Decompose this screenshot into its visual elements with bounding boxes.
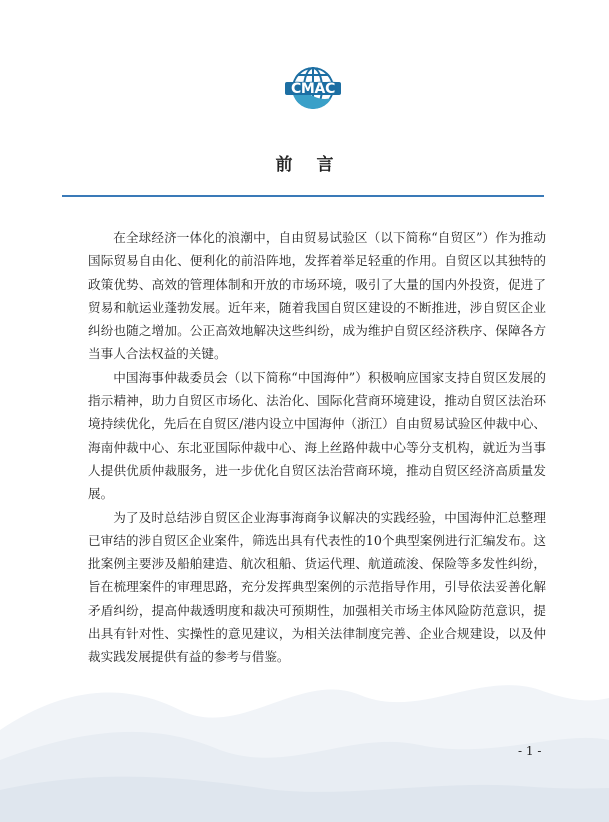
- preface-body: [88, 226, 546, 669]
- logo-text: CMAC: [290, 81, 336, 97]
- cmac-logo: [283, 64, 343, 112]
- paragraph: 中国海事仲裁委员会（以下简称“中国海仲”）积极响应国家支持自贸区发展的指示精神，助力自贸区市场化、法治化、国际化营商环境建设，推动自贸区法治环境持续优化，先后在自贸区/港内设立中国海仲（浙江）自由贸易试验区仲裁中心、海南仲裁中心、东北亚国际仲裁中心、海上丝路仲裁中心等分支机构，就近为当事人提供优质仲裁服务，进一步优化自贸区法治营商环境，推动自贸区经济高质量发展。: [88, 369, 546, 502]
- title-divider: [62, 195, 544, 197]
- paragraph: 为了及时总结涉自贸区企业海事海商争议解决的实践经验，中国海仲汇总整理已审结的涉自贸区企业案件，筛选出具有代表性的10个典型案例进行汇编发布。这批案例主要涉及船舶建造、航次租船、货运代理、航道疏浚、保险等多发性纠纷，旨在梳理案件的审理思路，充分发挥典型案例的示范指导作用，引导依法妥善化解矛盾纠纷，提高仲裁透明度和裁决可预期性，加强相关市场主体风险防范意识，提出具有针对性、实操性的意见建议，为相关法律制度完善、企业合规建设，以及仲裁实践发展提供有益的参考与借鉴。: [88, 509, 546, 665]
- paragraph: 在全球经济一体化的浪潮中，自由贸易试验区（以下简称“自贸区”）作为推动国际贸易自由化、便利化的前沿阵地，发挥着举足轻重的作用。自贸区以其独特的政策优势、高效的管理体制和开放的市场环境，吸引了大量的国内外投资，促进了贸易和航运业蓬勃发展。近年来，随着我国自贸区建设的不断推进，涉自贸区企业纠纷也随之增加。公正高效地解决这些纠纷，成为维护自贸区经济秩序、保障各方当事人合法权益的关键。: [88, 230, 546, 362]
- page-title: 前言: [275, 155, 358, 175]
- page-number: - 1 -: [518, 744, 542, 758]
